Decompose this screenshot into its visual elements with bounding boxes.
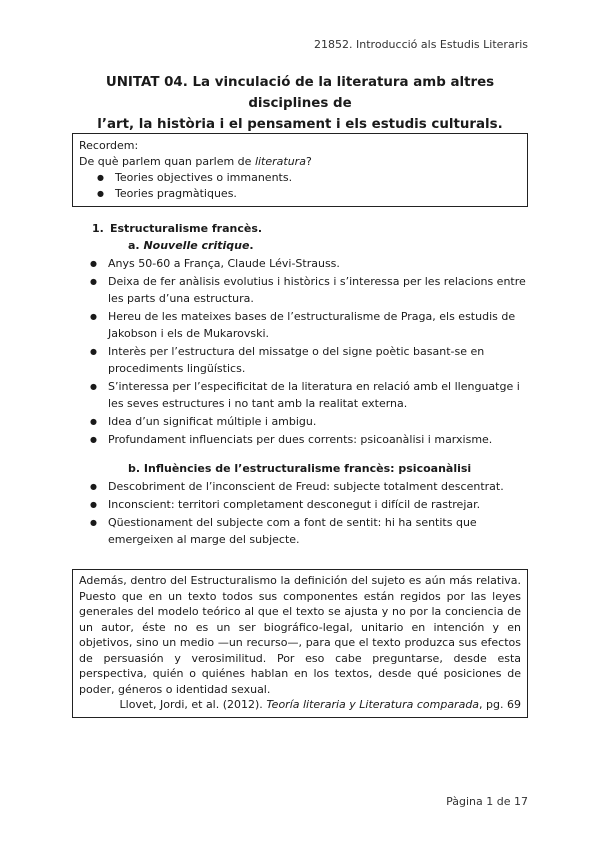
subsection-b-heading [72,460,528,477]
list-item: ● S’interessa per l’especificitat de la literatura en relació amb el llenguatge i les seves estructures i no tant amb la realitat externa. [108,378,528,412]
subsection-b-title: Influències de l’estructuralisme francès: psicoanàlisi [143,462,472,475]
section-structuralism [72,220,528,549]
page-number: Pàgina 1 de 17 [446,795,528,808]
recap-question [79,154,521,170]
list-item: ● Profundament influenciats per dues corrents: psicoanàlisi i marxisme. [108,431,528,448]
citation-author: Llovet, Jordi, et al. (2012). [119,698,267,711]
quote-box [72,569,528,718]
section-number: 1. [92,222,104,235]
unit-title-line-2: l’art, la història i el pensament i els estudis culturals. [97,117,503,132]
list-item: ● Hereu de les mateixes bases de l’estructuralisme de Praga, els estudis de Jakobson i els de Mukarovski. [108,308,528,342]
recap-item: ● Teories objectives o immanents. [115,170,521,186]
subsection-a-letter: a. [128,239,140,252]
recap-question-suffix: ? [305,155,312,168]
recap-heading: Recordem: [79,139,139,152]
list-item: ● Interès per l’estructura del missatge o del signe poètic basant-se en procediments lingüístics. [108,343,528,377]
subsection-b-letter: b. [128,462,141,475]
list-item: ● Idea d’un significat múltiple i ambigu. [108,413,528,430]
subsection-a-dot: . [249,239,254,252]
subsection-a-title: Nouvelle critique [143,239,250,252]
quote-text: Además, dentro del Estructuralismo la definición del sujeto es aún más relativa. Puesto que en un texto todos sus componentes están regidos por las leyes generales del modelo teórico al que el texto se ajusta y no por la conciencia de un autor, éste no es un ser biográfico-legal, unitario en intención y en objetivos, sino un medio —un recurso—, para que el texto produzca sus efectos de persuasión y verosimilitud. Por eso cabe preguntarse, desde esta perspectiva, quién o quiénes hablan en los textos, desde qué posiciones de poder, géneros o identidad sexual. [79,574,521,696]
recap-item: ● Teories pragmàtiques. [115,186,521,202]
recap-box [72,133,528,207]
subsection-a-list [72,255,528,448]
list-item: ● Inconscient: territori completament desconegut i difícil de rastrejar. [108,496,528,513]
recap-question-term: literatura [254,155,306,168]
unit-title-line-1: UNITAT 04. La vinculació de la literatura amb altres disciplines de [105,75,495,111]
recap-question-prefix: De què parlem quan parlem de [79,155,255,168]
list-item: ● Deixa de fer anàlisis evolutius i històrics i s’interessa per les relacions entre les parts d’una estructura. [108,273,528,307]
unit-title [72,72,528,135]
quote-citation [79,697,521,713]
page-header-course: 21852. Introducció als Estudis Literaris [314,38,528,51]
section-heading [72,220,528,237]
recap-list [79,170,521,202]
citation-title: Teoría literaria y Literatura comparada [266,698,480,711]
list-item: ● Descobriment de l’inconscient de Freud: subjecte totalment descentrat. [108,478,528,495]
subsection-b-list [72,478,528,548]
subsection-a-heading [72,237,528,254]
list-item: ● Qüestionament del subjecte com a font de sentit: hi ha sentits que emergeixen al marge del subjecte. [108,514,528,548]
citation-page: , pg. 69 [479,698,521,711]
list-item: ● Anys 50-60 a França, Claude Lévi-Strauss. [108,255,528,272]
section-title: Estructuralisme francès. [110,222,263,235]
